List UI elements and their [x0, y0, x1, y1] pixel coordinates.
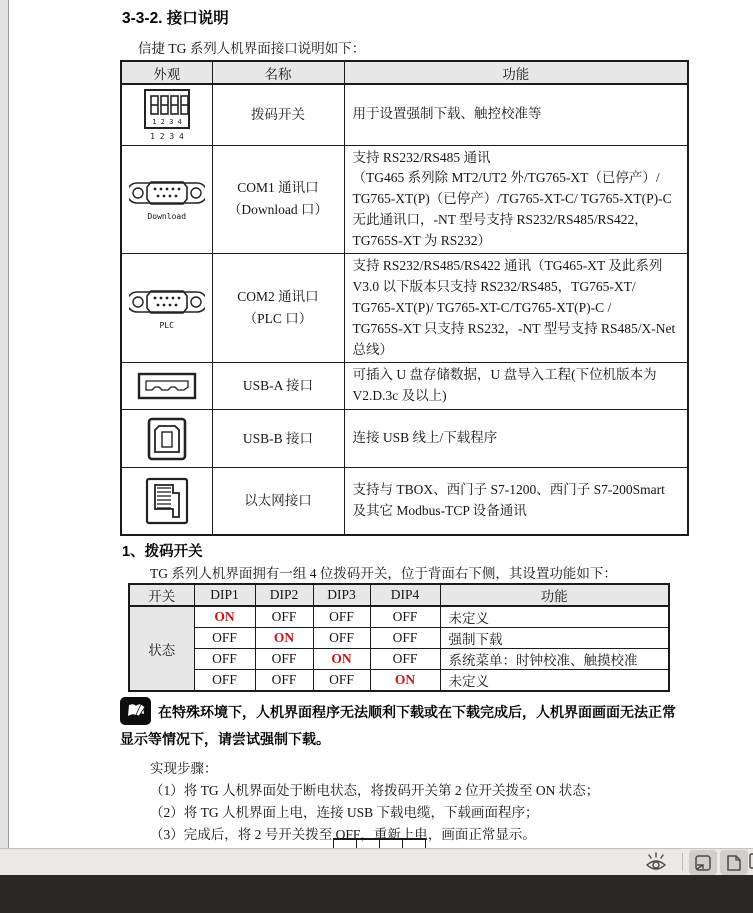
port-function: TG765-XT(P)/ TG765-XT-C/TG765-XT(P)-C /	[352, 300, 612, 316]
port-name: COM1 通讯口	[237, 180, 319, 196]
port-function: 可插入 U 盘存储数据，U 盘导入工程(下位机版本为	[352, 367, 657, 383]
connector-label: PLC	[159, 321, 174, 331]
document-page	[10, 0, 753, 848]
single-page-view-icon	[725, 854, 743, 872]
step-item: （2）将 TG 人机界面上电，连接 USB 下载电缆，下载画面程序；	[150, 805, 539, 820]
port-name: 以太网接口	[244, 492, 312, 508]
table-row	[121, 84, 688, 145]
page-curl-view-icon	[694, 854, 712, 872]
dip-value: ON	[255, 628, 313, 649]
eye-icon[interactable]	[644, 852, 668, 873]
table-row	[129, 606, 669, 628]
port-name: 拨码开关	[251, 106, 305, 122]
dip-value: OFF	[255, 649, 313, 670]
dip-value: OFF	[194, 649, 255, 670]
dip-value: OFF	[194, 628, 255, 649]
dip-value: OFF	[255, 606, 313, 628]
port-name-sub: （PLC 口）	[243, 311, 313, 327]
table-row	[121, 145, 688, 254]
col-header-switch: 开关	[129, 584, 194, 606]
port-name: USB-A 接口	[242, 378, 314, 394]
port-function: TG765S-XT 为 RS232）	[352, 232, 492, 248]
table-row	[129, 649, 669, 670]
steps-heading: 实现步骤：	[150, 761, 218, 776]
svg-text:1 2 3 4: 1 2 3 4	[151, 117, 182, 126]
window-left-edge	[0, 0, 9, 848]
port-name: COM2 通讯口	[237, 289, 319, 305]
dip-switch-table	[128, 583, 670, 692]
svg-text:1 2 3 4: 1 2 3 4	[149, 131, 184, 141]
desktop-background-strip	[0, 875, 753, 913]
dip-value: OFF	[370, 628, 440, 649]
port-function: TG765-XT(P)（已停产）/TG765-XT-C/ TG765-XT(P)-C	[352, 191, 672, 207]
state-label-cell: 状态	[129, 606, 194, 691]
port-function: 用于设置强制下载、触控校准等	[352, 106, 542, 122]
port-function: （TG465 系列除 MT2/UT2 外/TG765-XT（已停产）/	[352, 170, 660, 186]
port-function: 支持 RS232/RS485 通讯	[352, 149, 491, 165]
dip-function: 系统菜单：时钟校准、触摸校准	[440, 649, 669, 670]
dip-function: 强制下载	[440, 628, 669, 649]
book-icon	[120, 697, 151, 725]
col-header-dip2: DIP2	[255, 584, 313, 606]
statusbar-divider	[682, 853, 683, 871]
step-item: （1）将 TG 人机界面处于断电状态，将拨码开关第 2 位开关拨至 ON 状态；	[150, 783, 600, 798]
port-function: 无此通讯口，-NT 型号支持 RS232/RS485/RS422，	[352, 211, 648, 227]
dip-value: ON	[194, 606, 255, 628]
intro-text: 信捷 TG 系列人机界面接口说明如下：	[138, 41, 366, 56]
col-header-function: 功能	[440, 584, 669, 606]
note-text-line1: 在特殊环境下，人机界面程序无法顺利下载或在下载完成后，人机界面画面无法正常	[158, 704, 676, 720]
port-function: 支持与 TBOX、西门子 S7-1200、西门子 S7-200Smart	[352, 482, 665, 498]
step-item: （3）完成后，将 2 号开关拨至 OFF，重新上电，画面正常显示。	[150, 827, 536, 842]
clipped-table-fragment	[333, 838, 426, 848]
table-header-row	[121, 61, 688, 84]
col-header-name: 名称	[212, 61, 344, 84]
dip-value: OFF	[370, 606, 440, 628]
dip-function: 未定义	[440, 606, 669, 628]
two-page-view-button[interactable]	[749, 852, 753, 873]
usb-b-port-icon	[122, 416, 212, 462]
dip-value: ON	[370, 670, 440, 692]
dip-section-intro: TG 系列人机界面拥有一组 4 位拨码开关，位于背面右下侧，其设置功能如下：	[150, 566, 617, 581]
interface-table	[120, 60, 689, 536]
dip-value: OFF	[313, 606, 370, 628]
col-header-dip1: DIP1	[194, 584, 255, 606]
table-row	[121, 363, 688, 410]
dip-section-heading: 1、拨码开关	[122, 544, 203, 560]
port-function: 及其它 Modbus-TCP 设备通讯	[352, 502, 527, 518]
usb-a-port-icon	[122, 371, 212, 401]
page-curl-view-button[interactable]	[689, 850, 717, 875]
dip-switch-icon	[122, 89, 212, 141]
ethernet-port-icon	[122, 476, 212, 526]
port-function: 支持 RS232/RS485/RS422 通讯（TG465-XT 及此系列	[352, 258, 663, 274]
table-row	[121, 410, 688, 468]
table-row	[121, 468, 688, 535]
dip-value: OFF	[313, 628, 370, 649]
dip-function: 未定义	[440, 670, 669, 692]
db9-connector-icon	[122, 177, 212, 211]
port-name-sub: （Download 口）	[227, 202, 329, 218]
table-row	[121, 254, 688, 363]
note-text-line2: 显示等情况下，请尝试强制下载。	[120, 731, 330, 747]
col-header-function: 功能	[344, 61, 688, 84]
port-function: 连接 USB 线上/下载程序	[352, 430, 498, 446]
dip-value: OFF	[313, 670, 370, 692]
dip-value: OFF	[255, 670, 313, 692]
port-function: TG765S-XT 只支持 RS232，-NT 型号支持 RS485/X-Net	[352, 320, 676, 336]
col-header-appearance: 外观	[121, 61, 212, 84]
col-header-dip4: DIP4	[370, 584, 440, 606]
port-function: V2.D.3c 及以上)	[352, 388, 447, 404]
connector-label: Download	[147, 212, 187, 222]
table-header-row	[129, 584, 669, 606]
single-page-view-button[interactable]	[720, 850, 748, 875]
port-function: 总线）	[352, 341, 393, 357]
port-name: USB-B 接口	[242, 430, 314, 446]
table-row	[129, 670, 669, 692]
db9-connector-icon	[122, 286, 212, 320]
two-page-view-icon	[749, 852, 753, 870]
dip-value: OFF	[370, 649, 440, 670]
table-row	[129, 628, 669, 649]
viewer-status-bar	[0, 848, 753, 875]
col-header-dip3: DIP3	[313, 584, 370, 606]
dip-value: ON	[313, 649, 370, 670]
section-title: 3-3-2. 接口说明	[122, 10, 229, 27]
port-function: V3.0 以下版本只支持 RS232/RS485，TG765-XT/	[352, 279, 636, 295]
dip-value: OFF	[194, 670, 255, 692]
